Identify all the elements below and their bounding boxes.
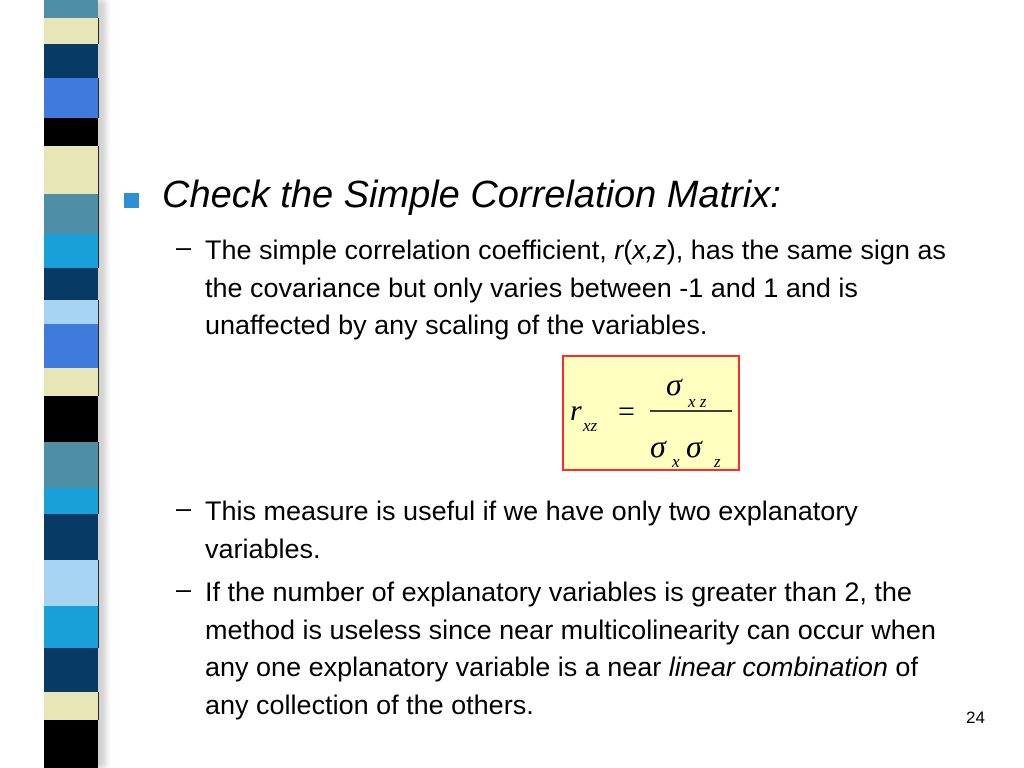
formula-numerator-sigma: σ <box>666 366 682 402</box>
bullet1-paren-open: ( <box>623 235 633 265</box>
formula-denominator-subscript-x: x <box>672 452 680 469</box>
formula-equals: = <box>618 395 635 428</box>
decorative-stripe-bar <box>44 0 98 768</box>
slide-heading: Check the Simple Correlation Matrix: <box>162 174 781 216</box>
correlation-formula <box>564 357 738 469</box>
bullet1-text-start: The simple correlation coefficient, <box>205 235 615 265</box>
bullet3-text-start: If the number of explanatory variables is greater than 2, the method is useless since near multicolinearity can occur when any one explanatory variable is a near <box>205 577 936 682</box>
formula-denominator-subscript-z: z <box>714 452 721 469</box>
bullet-dash: – <box>176 493 192 523</box>
bullet1-r-symbol: r <box>614 235 624 265</box>
bullet-multicolinearity <box>205 574 950 724</box>
bullet-dash: – <box>176 232 192 262</box>
bullet3-linear-combination: linear combination <box>668 652 888 682</box>
formula-denominator-sigma-z: σ <box>686 428 702 464</box>
bullet1-text-rest: same sign as the covariance but only varies between -1 and 1 and is unaffected by any scaling of the variables. <box>205 235 946 340</box>
bullet-usefulness: This measure is useful if we have only two explanatory variables. <box>205 496 858 564</box>
formula-lhs-subscript: xz <box>583 416 598 435</box>
bullet1-xz-symbol: x,z <box>632 235 667 265</box>
page-number: 24 <box>966 708 985 727</box>
bullet-correlation-definition <box>205 232 975 345</box>
formula-denominator-sigma-x: σ <box>650 428 666 464</box>
bullet1-line1-end: ), has the <box>666 235 780 265</box>
formula-lhs-r: r <box>570 394 582 427</box>
formula-numerator-subscript: x z <box>688 392 707 411</box>
bullet-dash: – <box>176 574 192 604</box>
correlation-formula-box <box>562 355 740 471</box>
bullet3-text-end: of any collection of the others. <box>205 652 918 720</box>
heading-bullet-icon <box>124 193 139 208</box>
